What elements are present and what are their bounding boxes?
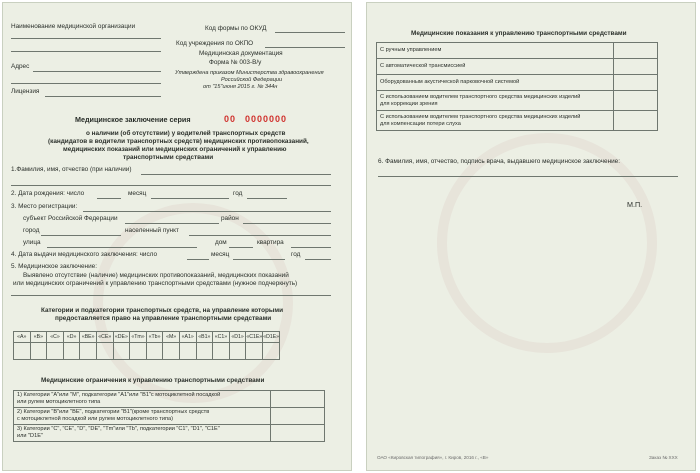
indication-row [377,43,658,59]
indication-row [377,111,658,131]
category-label-row [14,332,280,343]
category-label: «C1E» [246,332,263,343]
birth-year-input[interactable] [247,198,287,199]
restriction-text [14,391,271,408]
street-input[interactable] [47,247,197,248]
category-label: «Tm» [130,332,147,343]
registration-input[interactable] [83,211,331,212]
approved-line-1: Утверждена приказом Министерства здравоохранения [175,70,324,76]
indication-5-line-1: С использованием водителем транспортного средства медицинских изделий [380,113,581,120]
indication-row [377,75,658,91]
doctor-signature-line[interactable] [378,176,678,177]
category-label: «BE» [80,332,97,343]
indication-4-line-1: С использованием водителем транспортного средства медицинских изделий [380,93,581,100]
category-box[interactable] [179,343,196,360]
field-registration: 3. Место регистрации: [11,203,78,210]
indication-4-line-2: для коррекции зрения [380,100,438,107]
conclusion-title: Медицинское заключение серия [75,115,191,124]
field-issue-month: месяц [211,251,230,258]
approved-line-3: от "15"июня 2015 г. № 344н [203,84,278,90]
indication-3-mark[interactable] [614,75,658,91]
okud-label: Код формы по ОКУД [205,25,267,32]
category-label: «DE» [113,332,130,343]
subtitle-line-1: о наличии (об отсутствии) у водителей транспортных средств [86,130,286,137]
field-house: дом [215,239,227,246]
restriction-3-line-1: 3) Категории "С", "СЕ", "D", "DE", "Tm"или "Tb", подкатегории "С1", "D1", "С1Е" [17,426,220,432]
license-line[interactable] [45,96,161,97]
category-label: «CE» [96,332,113,343]
watermark-emblem [437,133,657,353]
watermark-emblem [93,203,293,403]
categories-table [13,331,280,360]
okpo-field[interactable] [265,47,345,48]
category-label: «A1» [179,332,196,343]
subtitle-line-3: медицинских показаний или медицинских ограничений к управлению [63,146,287,153]
field-street: улица [23,239,41,246]
address-label: Адрес [11,63,30,70]
restriction-row [14,425,325,442]
indication-row [377,59,658,75]
restriction-text [14,408,271,425]
full-name-input[interactable] [141,174,331,175]
approved-line-2: Российской Федерации [221,77,283,83]
district-input[interactable] [243,223,331,224]
category-label: «B1» [196,332,213,343]
subtitle-line-2: (кандидатов в водители транспортных средств) медицинских противопоказаний, [48,138,309,145]
field-issue-year: год [291,251,301,258]
org-name-label: Наименование медицинской организации [11,23,136,30]
indication-5-mark[interactable] [614,111,658,131]
field-conclusion: 5. Медицинское заключение: [11,263,97,270]
birth-month-input[interactable] [151,198,229,199]
category-box[interactable] [96,343,113,360]
indication-text [377,75,614,91]
category-box[interactable] [47,343,64,360]
restriction-row [14,391,325,408]
house-input[interactable] [229,247,253,248]
categories-title-2: предоставляется право на управление транспортными средствами [55,315,272,322]
left-page [2,2,352,471]
org-name-line-2[interactable] [11,51,161,52]
full-name-input-2[interactable] [11,185,331,186]
category-box[interactable] [30,343,47,360]
category-box[interactable] [14,343,31,360]
order-number: Заказ № XXX [649,455,678,460]
address-line-2[interactable] [11,83,161,84]
settlement-input[interactable] [189,235,331,236]
issue-day-input[interactable] [187,259,209,260]
restrictions-table [13,390,325,442]
category-label: «D» [63,332,80,343]
city-input[interactable] [41,235,121,236]
category-label: «A» [14,332,31,343]
indications-table [376,42,658,131]
restriction-3-line-2: или "D1E" [17,433,43,439]
restriction-3-mark[interactable] [271,425,325,442]
conclusion-text-1: Выявлено отсутствие (наличие) медицинских противопоказаний, медицинских показаний [23,272,289,279]
restriction-2-line-2: с мотоциклетной посадкой или рулем мотоциклетного типа) [17,416,173,422]
subtitle-line-4: транспортными средствами [123,154,214,161]
indication-text [377,91,614,111]
apartment-input[interactable] [291,247,331,248]
issue-month-input[interactable] [233,259,285,260]
indication-1-line-1: С ручным управлением [380,47,442,53]
doctor-label: 6. Фамилия, имя, отчество, подпись врача, выдавшего медицинское заключение: [378,158,620,165]
field-city: город [23,227,40,234]
conclusion-text-2: или медицинских ограничений к управлению транспортными средствами (нужное подчеркнуть) [13,280,298,287]
category-box[interactable] [263,343,280,360]
category-box[interactable] [229,343,246,360]
indication-4-mark[interactable] [614,91,658,111]
region-input[interactable] [125,223,219,224]
category-label: «Tb» [146,332,163,343]
indication-row [377,91,658,111]
indications-title: Медицинские показания к управлению транспортными средствами [411,30,627,37]
field-issue-day: 4. Дата выдачи медицинского заключения: число [11,251,158,258]
field-birth-year: год [233,190,243,197]
field-settlement: населенный пункт [125,227,179,234]
category-label: «D1E» [263,332,280,343]
category-box[interactable] [196,343,213,360]
indication-3-line-1: Оборудованным акустической парковочной системой [380,79,520,85]
field-birth-month: месяц [128,190,147,197]
category-box[interactable] [63,343,80,360]
document-number: 0000000 [245,114,288,124]
category-label: «D1» [229,332,246,343]
category-label: «M» [163,332,180,343]
category-box[interactable] [80,343,97,360]
address-line[interactable] [33,71,161,72]
restrictions-title: Медицинские ограничения к управлению транспортными средствами [41,377,265,384]
indication-text [377,59,614,75]
indication-2-line-1: С автоматической трансмиссией [380,63,466,69]
right-page [366,2,696,471]
field-district: район [221,215,239,222]
restriction-1-line-2: или рулем мотоциклетного типа [17,399,101,405]
conclusion-line[interactable] [11,295,331,296]
okpo-label: Код учреждения по ОКПО [176,40,254,47]
form-number: Форма № 003-В/у [209,59,262,66]
restriction-text [14,425,271,442]
indication-5-line-2: для компенсации потери слуха [380,120,461,127]
field-apartment: квартира [257,239,284,246]
category-label: «B» [30,332,47,343]
categories-title-1: Категории и подкатегории транспортных средств, на управление которыми [41,307,284,314]
category-box[interactable] [130,343,147,360]
restriction-1-mark[interactable] [271,391,325,408]
org-name-line[interactable] [11,38,161,39]
field-region: субъект Российской Федерации [23,215,118,222]
okud-field[interactable] [275,32,345,33]
issue-year-input[interactable] [305,259,331,260]
birth-day-input[interactable] [97,198,121,199]
category-box[interactable] [146,343,163,360]
doc-title: Медицинская документация [199,50,283,57]
restriction-1-line-1: 1) Категории "А"или "М", подкатегории "А1"или "В1"с мотоциклетной посадкой [17,392,221,398]
stamp-place: М.П. [627,200,643,209]
series-number: 00 [224,114,237,124]
category-box[interactable] [213,343,230,360]
category-label: «C1» [213,332,230,343]
restriction-row [14,408,325,425]
indication-2-mark[interactable] [614,59,658,75]
indication-text [377,111,614,131]
restriction-2-line-1: 2) Категории "В"или "ВЕ", подкатегории "В1"(кроме транспортных средств [17,409,210,415]
field-full-name: 1.Фамилия, имя, отчество (при наличии) [11,166,132,173]
indication-text [377,43,614,59]
category-label: «C» [47,332,64,343]
category-box-row [14,343,280,360]
license-label: Лицензия [11,88,40,95]
category-box[interactable] [246,343,263,360]
category-box[interactable] [163,343,180,360]
category-box[interactable] [113,343,130,360]
restriction-2-mark[interactable] [271,408,325,425]
printer-footer: ОАО «Кировская типография», г. Киров, 2016 г., «В» [377,455,489,460]
field-birth-day: 2. Дата рождения: число [11,190,85,197]
indication-1-mark[interactable] [614,43,658,59]
